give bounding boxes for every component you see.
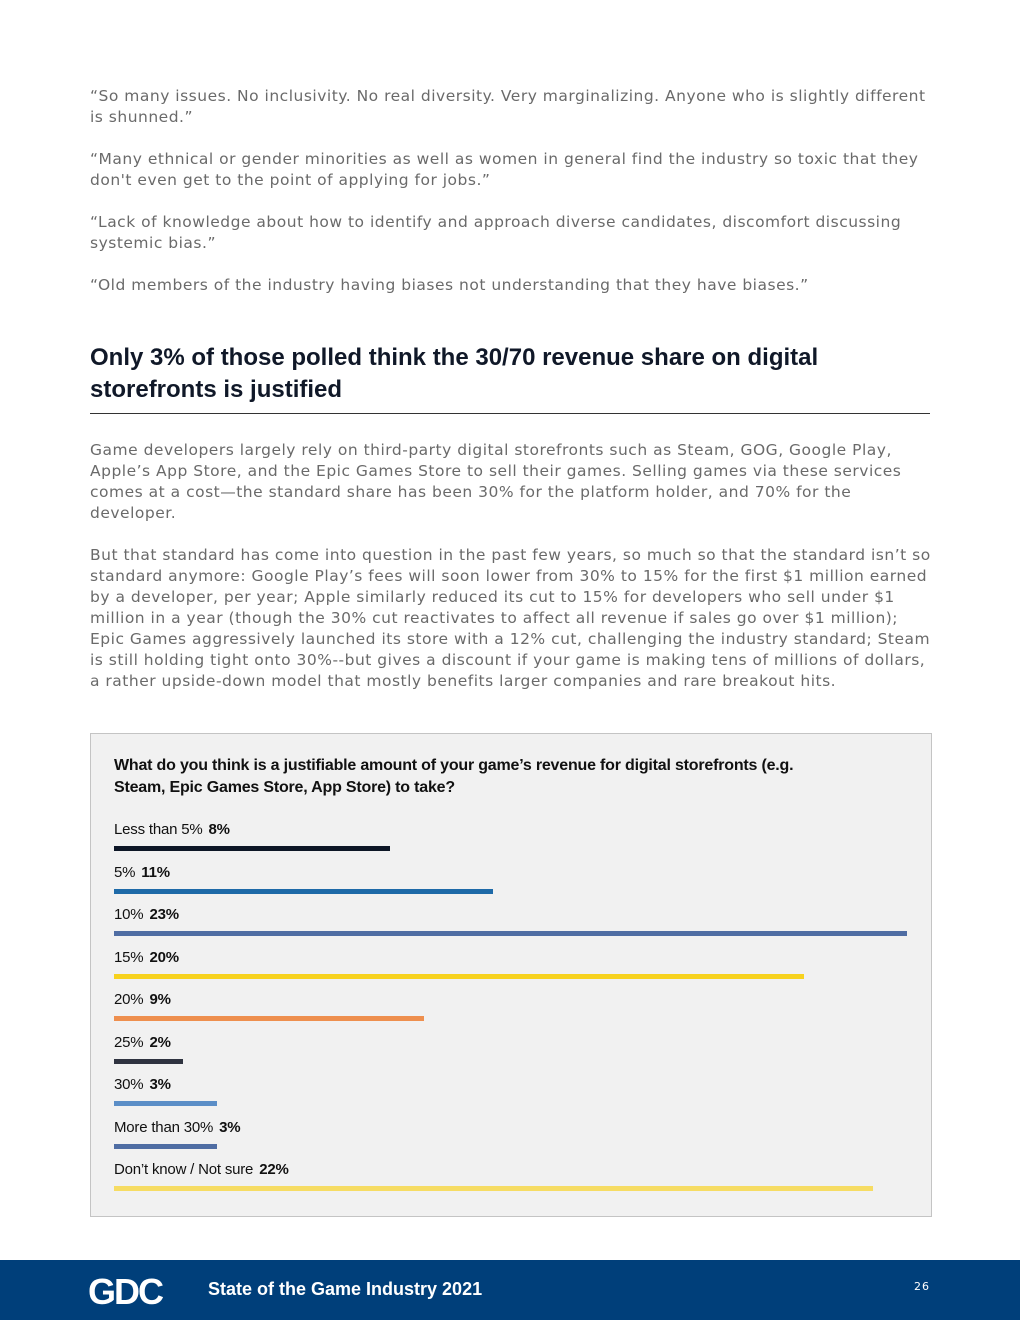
bar (114, 1144, 217, 1149)
bar (114, 1101, 217, 1106)
bar-row (114, 821, 914, 839)
body-text (90, 440, 935, 713)
bar-row (114, 1119, 914, 1137)
page-number: 26 (914, 1280, 930, 1293)
bar-category-label: Less than 5% (114, 821, 203, 838)
bar-label (114, 821, 914, 839)
bar (114, 846, 390, 851)
bar-label (114, 906, 914, 924)
bar-value-label: 2% (149, 1033, 171, 1051)
bar-row (114, 991, 914, 1009)
bar-category-label: 20% (114, 991, 144, 1008)
quotes-block (90, 86, 930, 317)
chart-title: What do you think is a justifiable amount of your game’s revenue for digital storefronts (e.g. Steam, Epic Games Store, App Store) to take? (114, 757, 794, 796)
bar-row (114, 949, 914, 967)
bar-row (114, 1034, 914, 1052)
bar (114, 974, 804, 979)
bar-row (114, 864, 914, 882)
bar-value-label: 3% (149, 1076, 171, 1093)
footer-title: State of the Game Industry 2021 (208, 1279, 483, 1299)
body-paragraph: But that standard has come into question in the past few years, so much so that the standard isn’t so standard anymore: Google Play’s fees will soon lower from 30% to 15% for the first $1 million earned by a developer, per year; Apple similarly reduced its cut to 15% for developers who sell under $1 million in a year (though the 30% cut reactivates to affect all revenue if sales go over $1 million); Epic Games aggressively launched its store with a 12% cut, challenging the industry standard; Steam is still holding tight onto 30%--but gives a discount if your game is making tens of millions of dollars, a rather upside-down model that mostly benefits larger companies and rare breakout hits. (90, 546, 931, 690)
body-paragraph: Game developers largely rely on third-party digital storefronts such as Steam, GOG, Google Play, Apple’s App Store, and the Epic Games Store to sell their games. Selling games via these services comes at a cost—the standard share has been 30% for the platform holder, and 70% for the developer. (90, 441, 902, 522)
bar-category-label: 15% (114, 948, 144, 966)
bar-category-label: Don’t know / Not sure (114, 1161, 254, 1178)
bar (114, 889, 493, 894)
bar-category-label: More than 30% (114, 1118, 214, 1136)
bar-row (114, 1161, 914, 1179)
bar-category-label: 10% (114, 906, 144, 923)
bar-label (114, 949, 914, 967)
page-footer (0, 1260, 1020, 1320)
bar-category-label: 30% (114, 1076, 144, 1093)
bar (114, 931, 907, 936)
heading-divider (90, 413, 930, 414)
survey-chart (90, 733, 932, 1217)
bar-label (114, 991, 914, 1009)
bar-row (114, 1076, 914, 1094)
bar-value-label: 9% (149, 991, 171, 1008)
bar-label (114, 1119, 914, 1137)
bar (114, 1186, 873, 1191)
quote: “Lack of knowledge about how to identify and approach diverse candidates, discomfort discussing systemic bias.” (90, 213, 902, 252)
bar (114, 1016, 424, 1021)
bar-label (114, 1034, 914, 1052)
section-heading: Only 3% of those polled think the 30/70 revenue share on digital storefronts is justified (90, 344, 819, 403)
bar-label (114, 1076, 914, 1094)
bar-value-label: 20% (149, 948, 179, 966)
bar-category-label: 25% (114, 1033, 144, 1051)
bar-value-label: 22% (259, 1161, 289, 1178)
bar-value-label: 23% (149, 906, 179, 923)
bar-label (114, 864, 914, 882)
quote: “Many ethnical or gender minorities as well as women in general find the industry so toxic that they don't even get to the point of applying for jobs.” (90, 150, 919, 189)
bar (114, 1059, 183, 1064)
bar-value-label: 8% (208, 821, 230, 838)
gdc-logo (88, 1273, 180, 1309)
bar-value-label: 11% (141, 863, 170, 881)
bar-value-label: 3% (219, 1118, 241, 1136)
bar-category-label: 5% (114, 863, 136, 881)
quote: “Old members of the industry having biases not understanding that they have biases.” (90, 276, 809, 294)
quote: “So many issues. No inclusivity. No real diversity. Very marginalizing. Anyone who is slightly different is shunned.” (90, 87, 926, 126)
bar-label (114, 1161, 914, 1179)
gdc-logo-text: GDC (88, 1273, 162, 1309)
bar-row (114, 906, 914, 924)
